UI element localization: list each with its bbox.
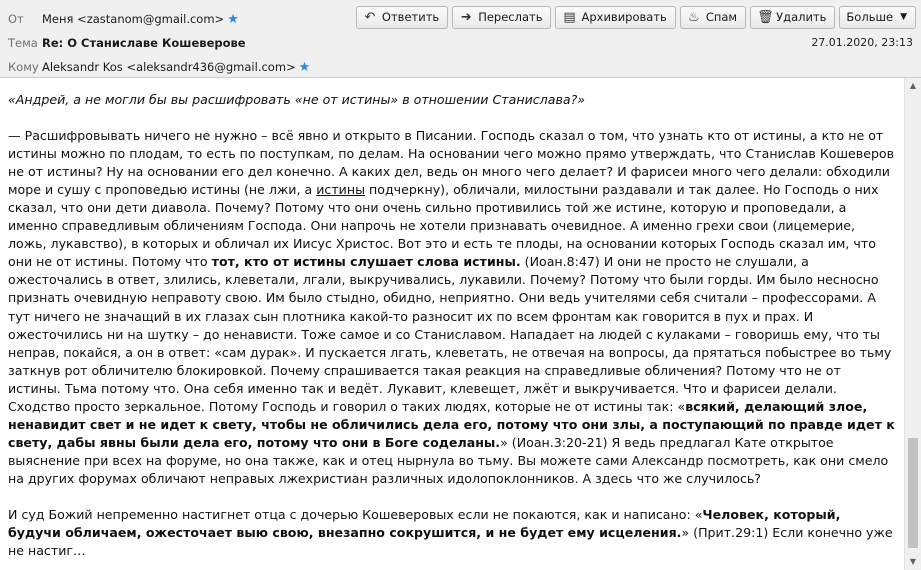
quoted-question: «Андрей, а не могли бы вы расшифровать «не от истины» в отношении Станислава?» xyxy=(8,92,586,107)
flame-icon: ♨ xyxy=(688,10,700,25)
forward-label: Переслать xyxy=(478,10,543,24)
message-paragraph-2 xyxy=(8,506,896,560)
message-paragraph-1 xyxy=(8,127,896,488)
text-segment: — Расшифровывать ничего не нужно – всё явно и открыто в Писании. Господь сказал о том, что узнать кто от истины, а кто не от истины можно по плодам, то есть по поступкам, по делам. На основании чего можно прямо утверждать, что Станислав Кошеверов не от истины? Ну на основании его дел конечно. А каких дел, ведь он много чего делает? И фарисеи много чего делали: обходили море и сушу с проповедью истины (не лжи, а xyxy=(8,128,895,198)
scroll-up-icon[interactable]: ▲ xyxy=(909,81,917,90)
message-toolbar xyxy=(356,6,916,29)
chevron-down-icon: ▼ xyxy=(900,12,907,22)
text-segment: (Иоан.8:47) И они не просто не слушали, а ожесточались в ответ, злились, клеветали, лгали, выкручивались, лукавили. Почему? Потому что были горды. Им было несносно признать очевидную неправоту свою. Им было стыдно, обидно, неприятно. Они ведь учителями себя считали – профессорами. А тут ничего не значащий в их глазах сын плотника какой-то разносит их по всем фронтам как говорится в пух и прах. И ожесточились ни на шутку – до ненависти. Тоже самое и со Станиславом. Нападает на людей с кулаками – говоришь ему, что ты неправ, покайся, а он в ответ: «сам дурак». И пускается лгать, клеветать, не отвечая на вопросы, да прятаться побыстрее во тьму заткнув рот обличителю блокировкой. Почему спрашивается такая реакция на справедливые обличения? Потому что не от истины. Тьма потому что. Она себя именно так и ведёт. Лукавит, клевещет, лжёт и выкручивается. Что и фарисеи делали. Сходство просто зеркальное. Потому Господь и говорил о таких людях, которые не от истины так: « xyxy=(8,254,892,414)
bold-quote: всякий, делающий злое, ненавидит свет и не идет к свету, чтобы не обличились дела его, потому что они злы, а поступающий по правде идет к свету, дабы явны были дела его, потому что они в Боге соделаны. xyxy=(8,398,895,450)
spam-label: Спам xyxy=(705,10,738,24)
to-value[interactable] xyxy=(42,56,310,79)
underlined-text: истины xyxy=(316,182,366,198)
text-segment: » (Прит.29:1) Если конечно уже не настиг… xyxy=(8,525,893,559)
star-icon[interactable]: ★ xyxy=(298,60,311,75)
star-icon[interactable]: ★ xyxy=(227,12,239,27)
from-value[interactable] xyxy=(42,8,239,31)
text-segment: подчеркну), обличали, милостыни раздавали и так далее. Но Господь о них сказал, что они дети диавола. Почему? Потому что они очень сильно противились той же истине, которую и проповедали, а именно справедливым обличениям Господа. Они напрочь не хотели признавать очевидное. А именно грехи свои (лицемерие, ложь, лукавство), в которых и обличал их Иисус Христос. Вот это и есть те плоды, на основании которых Господь сказал им, что они не от истины. Потому что xyxy=(8,182,879,270)
reply-label: Ответить xyxy=(381,10,440,24)
more-button[interactable] xyxy=(839,6,916,29)
delete-label: Удалить xyxy=(776,10,827,24)
vertical-scrollbar[interactable] xyxy=(904,78,921,570)
from-label: От xyxy=(8,12,24,26)
subject-value: Re: О Станиславе Кошеверове xyxy=(42,36,246,50)
from-address[interactable]: Меня <zastanom@gmail.com> xyxy=(42,12,225,26)
scrollbar-thumb[interactable] xyxy=(908,438,918,548)
spam-button[interactable] xyxy=(680,6,746,29)
bold-quote: Человек, который, будучи обличаем, ожесточает выю свою, внезапно сокрушится, и не будет ему исцеления. xyxy=(8,506,841,541)
message-header xyxy=(0,0,921,78)
reply-button[interactable] xyxy=(356,6,448,29)
trash-icon: 🗑 xyxy=(757,10,774,25)
to-address[interactable]: Aleksandr Kos <aleksandr436@gmail.com> xyxy=(42,60,296,74)
forward-icon: ➜ xyxy=(460,10,472,25)
more-label: Больше xyxy=(846,10,894,24)
reply-icon: ↶ xyxy=(364,10,376,25)
bold-quote: тот, кто от истины слушает слова истины. xyxy=(211,254,521,270)
scroll-down-icon[interactable]: ▼ xyxy=(909,557,917,566)
subject-label: Тема xyxy=(8,36,38,50)
to-label: Кому xyxy=(8,60,39,74)
text-segment: И суд Божий непременно настигнет отца с дочерью Кошеверовых если не покаются, как и написано: « xyxy=(8,506,703,522)
delete-button[interactable] xyxy=(750,6,835,29)
message-body xyxy=(8,91,896,560)
archive-label: Архивировать xyxy=(581,10,667,24)
archive-icon: ▤ xyxy=(563,10,576,25)
text-segment: » (Иоан.3:20-21) Я ведь предлагал Кате открытое выяснение при всех на форуме, но она также, как и отец нырнула во тьму. Вы можете сами Александр посмотреть, как они смело на других форумах обличают неправых лжехристиан различных идолопоклонников. А здесь что же случилось? xyxy=(8,434,889,486)
message-date: 27.01.2020, 23:13 xyxy=(811,36,913,49)
forward-button[interactable] xyxy=(452,6,551,29)
subject-row xyxy=(0,32,921,54)
archive-button[interactable] xyxy=(555,6,675,29)
